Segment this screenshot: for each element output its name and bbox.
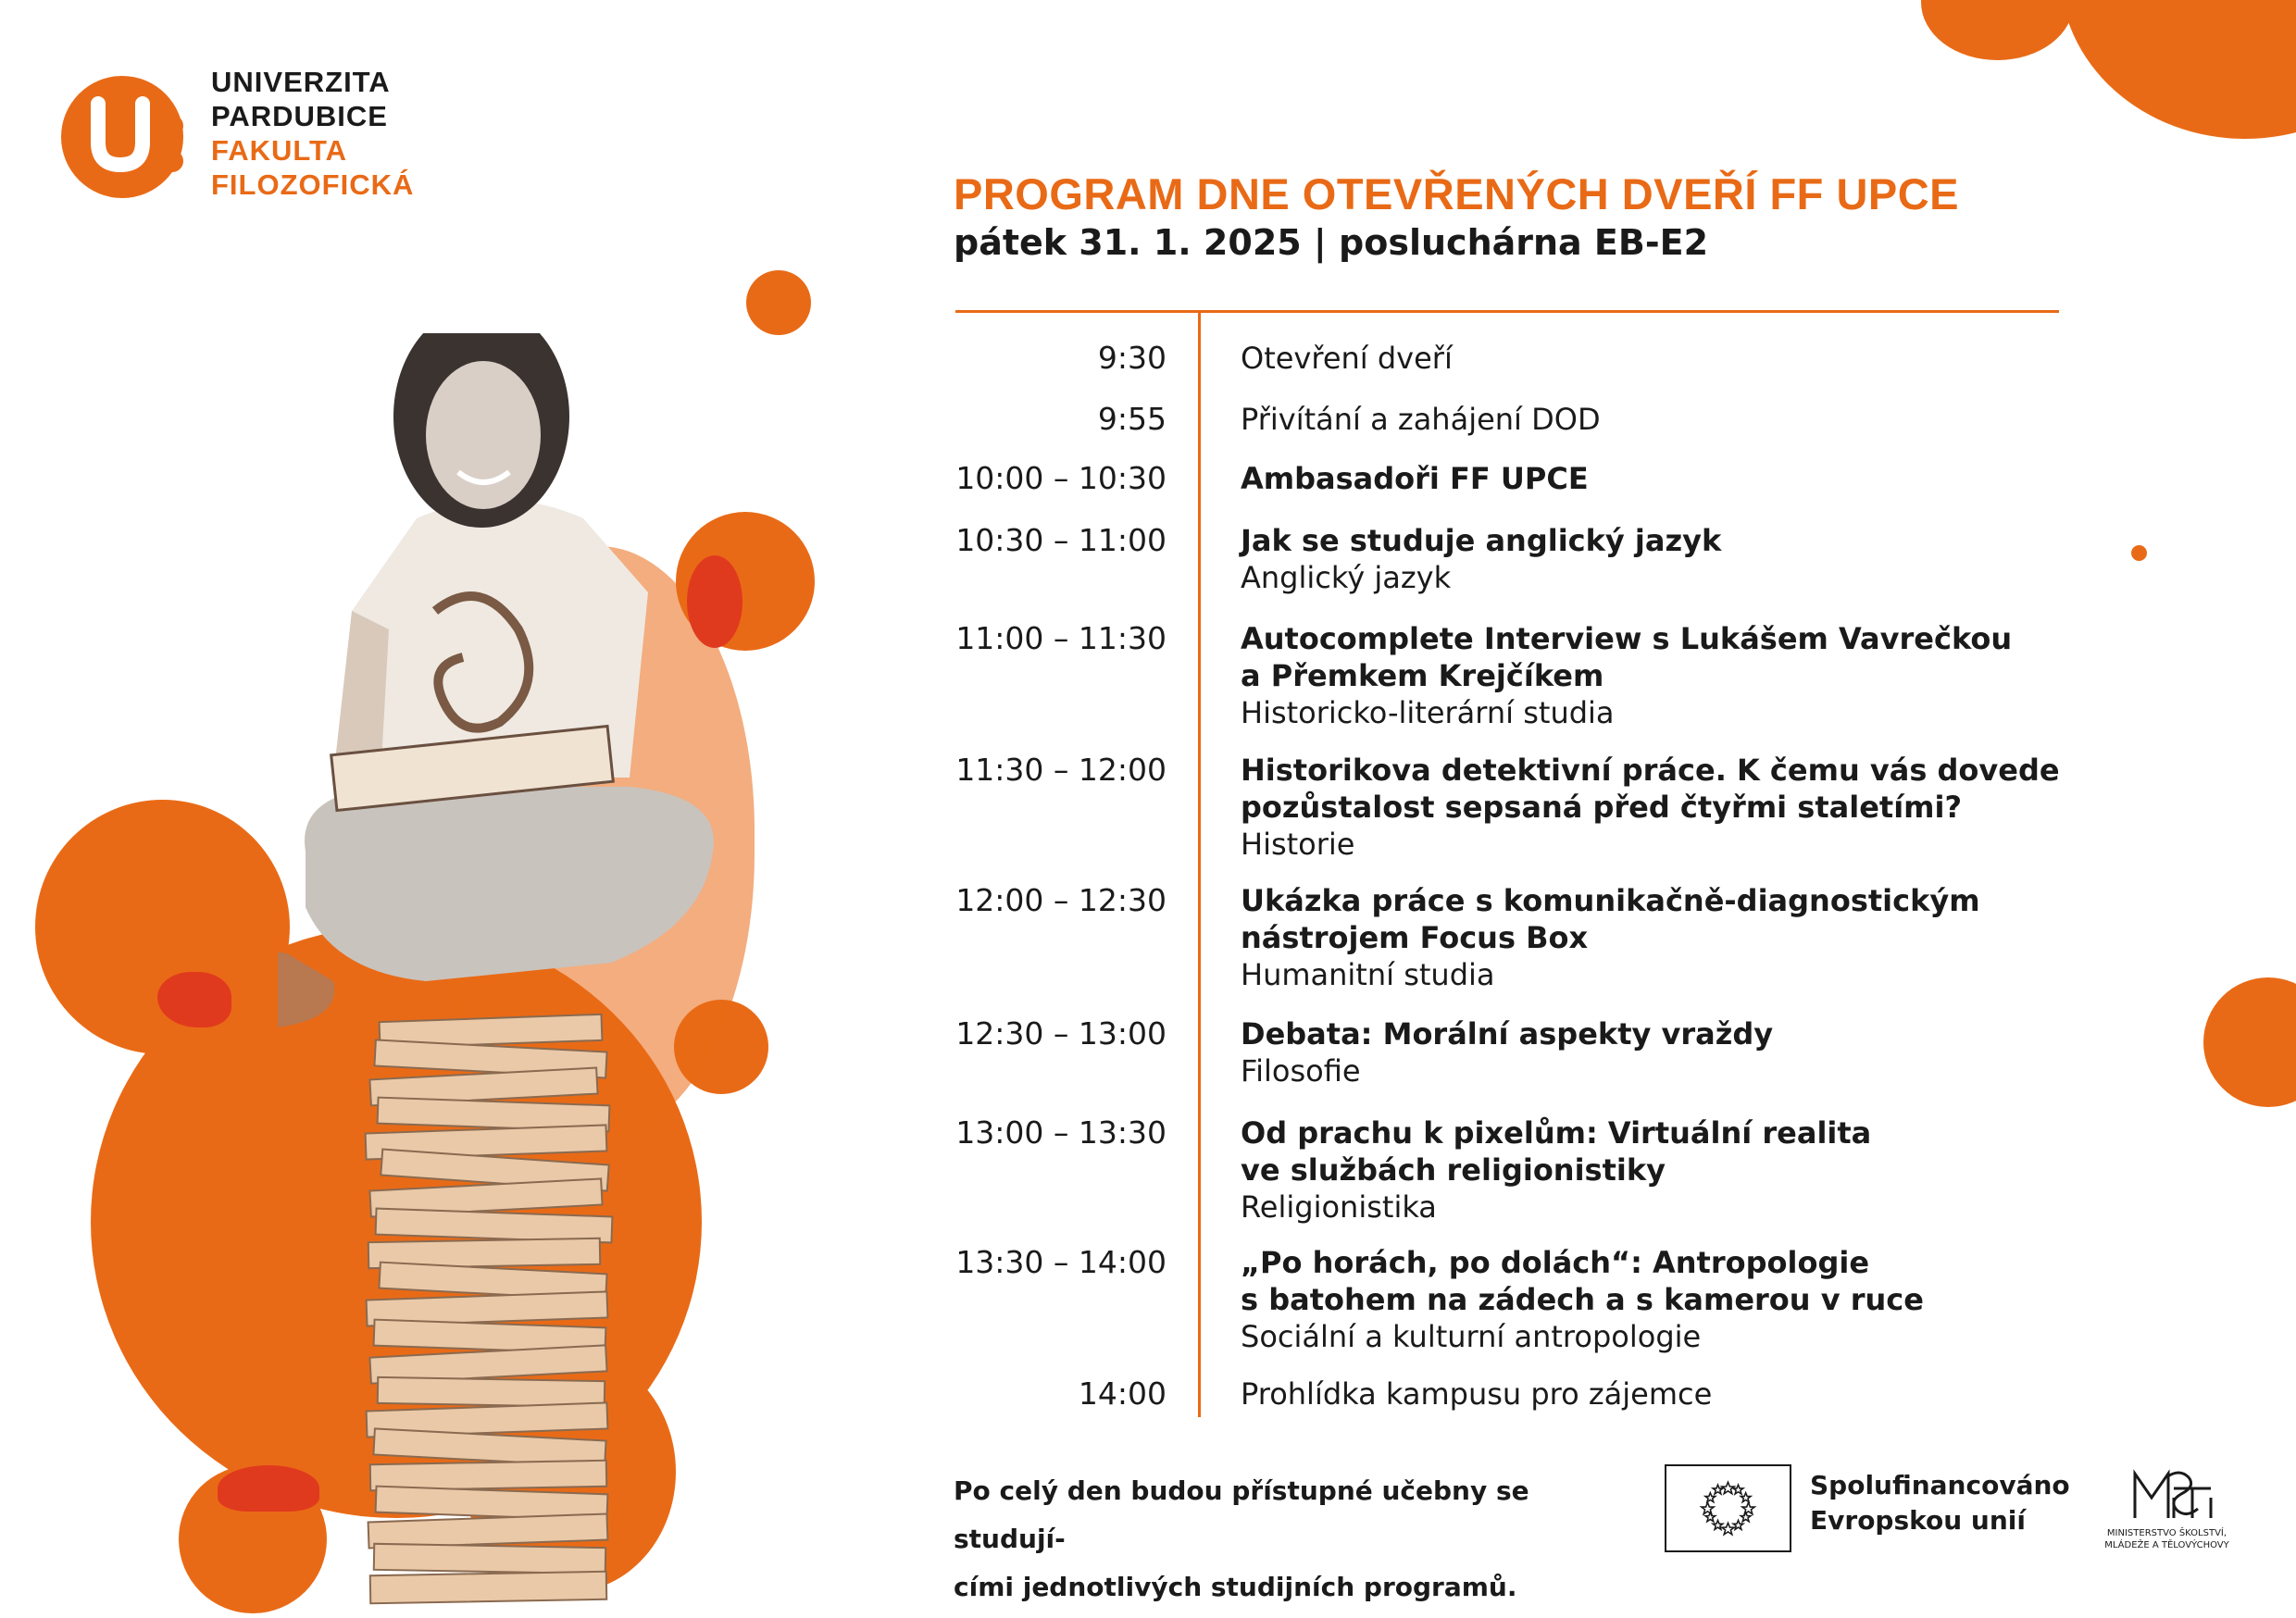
schedule-title: Otevření dveří bbox=[1241, 341, 1453, 376]
schedule-title: Prohlídka kampusu pro zájemce bbox=[1241, 1376, 1713, 1412]
university-logo bbox=[61, 65, 487, 204]
decor-circle-top-right-large bbox=[2060, 0, 2296, 139]
schedule-subject: Historicko-literární studia bbox=[1241, 695, 1615, 730]
schedule-divider bbox=[1198, 311, 1201, 1417]
msmt-caption: MINISTERSTVO ŠKOLSTVÍ, MLÁDEŽE A TĚLOVÝCHOVY bbox=[2104, 1528, 2229, 1550]
schedule-time: 12:00 – 12:30 bbox=[955, 882, 1167, 918]
logo-line-2: PARDUBICE bbox=[211, 100, 388, 132]
eu-flag-icon bbox=[1665, 1464, 1791, 1552]
person-legs bbox=[305, 787, 714, 981]
logo-line-3: FAKULTA bbox=[211, 134, 348, 167]
schedule-time: 11:30 – 12:00 bbox=[955, 752, 1167, 788]
footer-note: Po celý den budou přístupné učebny se studují- cími jednotlivých studijních programů. bbox=[954, 1475, 1529, 1602]
schedule-title: Jak se studuje anglický jazyk bbox=[1241, 523, 1722, 558]
decor-circle-tiny-dot bbox=[2131, 545, 2147, 561]
page-title: PROGRAM DNE OTEVŘENÝCH DVEŘÍ FF UPCE bbox=[954, 169, 1960, 218]
schedule-time: 14:00 bbox=[1078, 1375, 1167, 1412]
schedule-subject: Sociální a kulturní antropologie bbox=[1241, 1319, 1702, 1354]
msmt-logo bbox=[2081, 1461, 2252, 1562]
schedule-subject: Historie bbox=[1241, 827, 1355, 862]
logo-line-4: FILOZOFICKÁ bbox=[211, 168, 415, 201]
university-u-logo-icon bbox=[61, 68, 191, 198]
msmt-logo-icon bbox=[2081, 1461, 2252, 1525]
schedule-time: 13:30 – 14:00 bbox=[955, 1244, 1167, 1280]
schedule-title: Ambasadoři FF UPCE bbox=[1241, 461, 1589, 496]
person-face bbox=[426, 361, 541, 509]
schedule-time: 10:00 – 10:30 bbox=[955, 460, 1167, 496]
schedule-time: 11:00 – 11:30 bbox=[955, 620, 1167, 656]
decor-circle-top-right-small bbox=[1921, 0, 2074, 60]
student-on-books-photo bbox=[278, 333, 759, 1618]
person-shoe bbox=[278, 952, 334, 1027]
schedule-time: 13:00 – 13:30 bbox=[955, 1114, 1167, 1151]
schedule-subject: Anglický jazyk bbox=[1241, 560, 1452, 595]
university-name bbox=[211, 65, 414, 202]
header-divider bbox=[955, 310, 2059, 313]
decor-circle-right-edge bbox=[2203, 977, 2296, 1107]
schedule-title: Autocomplete Interview s Lukášem Vavrečkou a Přemkem Krejčíkem bbox=[1241, 621, 2013, 693]
schedule-subject: Humanitní studia bbox=[1241, 957, 1495, 992]
book-stack bbox=[366, 1014, 613, 1603]
schedule-time: 9:55 bbox=[1097, 401, 1167, 437]
schedule-title: Od prachu k pixelům: Virtuální realita ve službách religionistiky bbox=[1241, 1115, 1872, 1188]
schedule-title: „Po horách, po dolách“: Antropologie s batohem na zádech a s kamerou v ruce bbox=[1241, 1245, 1924, 1317]
schedule-subject: Filosofie bbox=[1241, 1053, 1361, 1089]
schedule-subject: Religionistika bbox=[1241, 1189, 1437, 1225]
schedule-title: Debata: Morální aspekty vraždy bbox=[1241, 1016, 1774, 1052]
schedule-time: 10:30 – 11:00 bbox=[955, 522, 1167, 558]
decor-circle-overlap-1 bbox=[687, 555, 742, 648]
schedule-title: Ukázka práce s komunikačně-diagnostickým nástrojem Focus Box bbox=[1241, 883, 1980, 955]
schedule-title: Historikova detektivní práce. K čemu vás dovede pozůstalost sepsaná před čtyřmi staletími? bbox=[1241, 753, 2060, 825]
decor-circle-overlap-3 bbox=[218, 1465, 319, 1512]
schedule-time: 12:30 – 13:00 bbox=[955, 1015, 1167, 1052]
logo-line-1: UNIVERZITA bbox=[211, 66, 391, 98]
page-subtitle: pátek 31. 1. 2025 | posluchárna EB-E2 bbox=[954, 222, 1709, 263]
schedule-time: 9:30 bbox=[1097, 340, 1167, 376]
schedule-title: Přivítání a zahájení DOD bbox=[1241, 402, 1601, 437]
decor-circle-small-dot-1 bbox=[746, 270, 811, 335]
eu-cofunded-text: Spolufinancováno Evropskou unií bbox=[1810, 1470, 2070, 1536]
